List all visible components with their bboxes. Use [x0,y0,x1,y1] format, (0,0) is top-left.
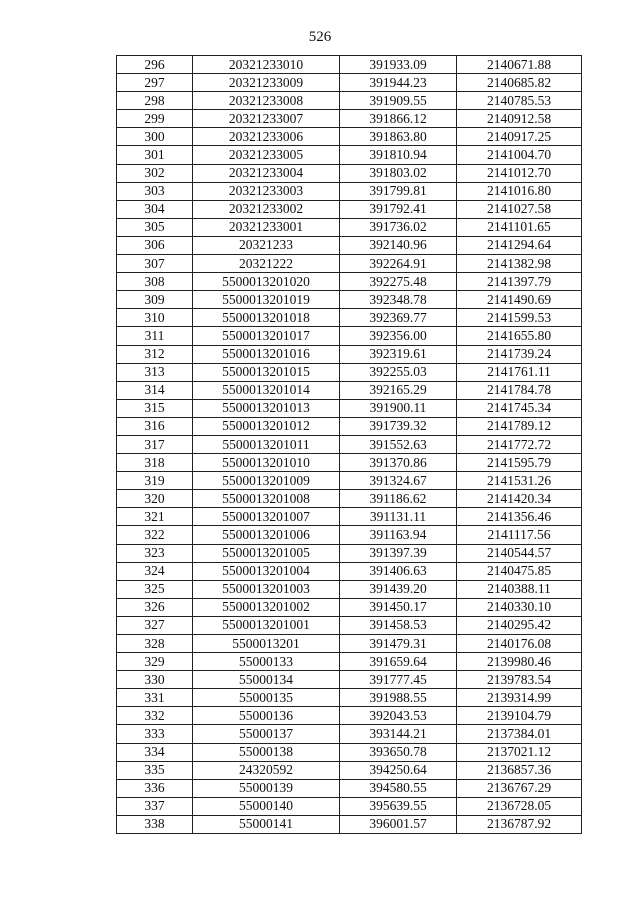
y-coordinate-cell: 2140671.88 [457,56,582,74]
y-coordinate-cell: 2139980.46 [457,653,582,671]
row-index-cell: 301 [117,146,193,164]
x-coordinate-cell: 392319.61 [340,345,457,363]
point-id-cell: 55000136 [193,707,340,725]
y-coordinate-cell: 2139314.99 [457,689,582,707]
row-index-cell: 307 [117,255,193,273]
table-row [117,689,582,707]
point-id-cell: 55000133 [193,653,340,671]
x-coordinate-cell: 392255.03 [340,363,457,381]
point-id-cell: 55000141 [193,815,340,833]
x-coordinate-cell: 391944.23 [340,74,457,92]
table-row [117,815,582,833]
y-coordinate-cell: 2141101.65 [457,218,582,236]
y-coordinate-cell: 2137021.12 [457,743,582,761]
row-index-cell: 328 [117,635,193,653]
table-row [117,707,582,725]
y-coordinate-cell: 2141761.11 [457,363,582,381]
y-coordinate-cell: 2140785.53 [457,92,582,110]
x-coordinate-cell: 391458.53 [340,616,457,634]
row-index-cell: 313 [117,363,193,381]
x-coordinate-cell: 395639.55 [340,797,457,815]
table-row [117,508,582,526]
y-coordinate-cell: 2141789.12 [457,417,582,435]
y-coordinate-cell: 2140685.82 [457,74,582,92]
row-index-cell: 306 [117,236,193,254]
x-coordinate-cell: 394250.64 [340,761,457,779]
x-coordinate-cell: 391659.64 [340,653,457,671]
table-row [117,671,582,689]
point-id-cell: 20321222 [193,255,340,273]
row-index-cell: 305 [117,218,193,236]
row-index-cell: 331 [117,689,193,707]
point-id-cell: 24320592 [193,761,340,779]
point-id-cell: 20321233007 [193,110,340,128]
point-id-cell: 55000138 [193,743,340,761]
row-index-cell: 319 [117,472,193,490]
point-id-cell: 5500013201016 [193,345,340,363]
y-coordinate-cell: 2141490.69 [457,291,582,309]
point-id-cell: 20321233010 [193,56,340,74]
row-index-cell: 314 [117,381,193,399]
y-coordinate-cell: 2141382.98 [457,255,582,273]
table-row [117,92,582,110]
x-coordinate-cell: 391186.62 [340,490,457,508]
y-coordinate-cell: 2140295.42 [457,616,582,634]
y-coordinate-cell: 2140917.25 [457,128,582,146]
y-coordinate-cell: 2140912.58 [457,110,582,128]
point-id-cell: 55000139 [193,779,340,797]
row-index-cell: 329 [117,653,193,671]
x-coordinate-cell: 392356.00 [340,327,457,345]
row-index-cell: 337 [117,797,193,815]
table-row [117,454,582,472]
y-coordinate-cell: 2141655.80 [457,327,582,345]
row-index-cell: 310 [117,309,193,327]
x-coordinate-cell: 391370.86 [340,454,457,472]
table-row [117,526,582,544]
row-index-cell: 297 [117,74,193,92]
y-coordinate-cell: 2141117.56 [457,526,582,544]
y-coordinate-cell: 2141745.34 [457,399,582,417]
x-coordinate-cell: 391324.67 [340,472,457,490]
point-id-cell: 5500013201017 [193,327,340,345]
y-coordinate-cell: 2136728.05 [457,797,582,815]
x-coordinate-cell: 396001.57 [340,815,457,833]
x-coordinate-cell: 393650.78 [340,743,457,761]
row-index-cell: 325 [117,580,193,598]
point-id-cell: 5500013201013 [193,399,340,417]
y-coordinate-cell: 2136787.92 [457,815,582,833]
row-index-cell: 318 [117,454,193,472]
row-index-cell: 321 [117,508,193,526]
row-index-cell: 323 [117,544,193,562]
x-coordinate-cell: 391439.20 [340,580,457,598]
point-id-cell: 20321233008 [193,92,340,110]
point-id-cell: 5500013201003 [193,580,340,598]
x-coordinate-cell: 392165.29 [340,381,457,399]
y-coordinate-cell: 2141599.53 [457,309,582,327]
row-index-cell: 324 [117,562,193,580]
x-coordinate-cell: 392264.91 [340,255,457,273]
y-coordinate-cell: 2141772.72 [457,435,582,453]
table-row [117,128,582,146]
x-coordinate-cell: 391131.11 [340,508,457,526]
x-coordinate-cell: 392140.96 [340,236,457,254]
point-id-cell: 20321233005 [193,146,340,164]
table-row [117,74,582,92]
table-row [117,472,582,490]
y-coordinate-cell: 2139783.54 [457,671,582,689]
row-index-cell: 311 [117,327,193,345]
table-row [117,273,582,291]
table-row [117,598,582,616]
x-coordinate-cell: 393144.21 [340,725,457,743]
row-index-cell: 308 [117,273,193,291]
point-id-cell: 5500013201007 [193,508,340,526]
x-coordinate-cell: 391163.94 [340,526,457,544]
table-row [117,218,582,236]
row-index-cell: 335 [117,761,193,779]
x-coordinate-cell: 392369.77 [340,309,457,327]
table-row [117,779,582,797]
row-index-cell: 298 [117,92,193,110]
x-coordinate-cell: 391803.02 [340,164,457,182]
page-number: 526 [308,29,332,45]
table-row [117,544,582,562]
x-coordinate-cell: 391739.32 [340,417,457,435]
row-index-cell: 315 [117,399,193,417]
x-coordinate-cell: 391777.45 [340,671,457,689]
point-id-cell: 5500013201011 [193,435,340,453]
table-row [117,363,582,381]
table-row [117,797,582,815]
table-row [117,435,582,453]
row-index-cell: 336 [117,779,193,797]
x-coordinate-cell: 391736.02 [340,218,457,236]
x-coordinate-cell: 391397.39 [340,544,457,562]
row-index-cell: 316 [117,417,193,435]
table-row [117,291,582,309]
x-coordinate-cell: 391450.17 [340,598,457,616]
row-index-cell: 326 [117,598,193,616]
point-id-cell: 5500013201001 [193,616,340,634]
table-row [117,327,582,345]
x-coordinate-cell: 391810.94 [340,146,457,164]
row-index-cell: 320 [117,490,193,508]
point-id-cell: 5500013201014 [193,381,340,399]
x-coordinate-cell: 391792.41 [340,200,457,218]
x-coordinate-cell: 392275.48 [340,273,457,291]
table-row [117,580,582,598]
point-id-cell: 5500013201002 [193,598,340,616]
y-coordinate-cell: 2136767.29 [457,779,582,797]
table-row [117,200,582,218]
point-id-cell: 55000135 [193,689,340,707]
row-index-cell: 330 [117,671,193,689]
point-id-cell: 5500013201 [193,635,340,653]
x-coordinate-cell: 392348.78 [340,291,457,309]
point-id-cell: 5500013201008 [193,490,340,508]
table-row [117,399,582,417]
y-coordinate-cell: 2140544.57 [457,544,582,562]
row-index-cell: 322 [117,526,193,544]
coordinates-table [116,55,582,834]
row-index-cell: 333 [117,725,193,743]
y-coordinate-cell: 2141739.24 [457,345,582,363]
point-id-cell: 5500013201015 [193,363,340,381]
x-coordinate-cell: 394580.55 [340,779,457,797]
point-id-cell: 20321233004 [193,164,340,182]
table-row [117,725,582,743]
point-id-cell: 5500013201009 [193,472,340,490]
row-index-cell: 300 [117,128,193,146]
point-id-cell: 5500013201004 [193,562,340,580]
point-id-cell: 20321233006 [193,128,340,146]
y-coordinate-cell: 2141016.80 [457,182,582,200]
row-index-cell: 303 [117,182,193,200]
y-coordinate-cell: 2139104.79 [457,707,582,725]
table-row [117,146,582,164]
y-coordinate-cell: 2136857.36 [457,761,582,779]
point-id-cell: 5500013201012 [193,417,340,435]
y-coordinate-cell: 2140388.11 [457,580,582,598]
point-id-cell: 20321233 [193,236,340,254]
table-body [117,56,582,834]
table-row [117,164,582,182]
x-coordinate-cell: 391552.63 [340,435,457,453]
row-index-cell: 296 [117,56,193,74]
point-id-cell: 5500013201018 [193,309,340,327]
row-index-cell: 309 [117,291,193,309]
point-id-cell: 5500013201020 [193,273,340,291]
point-id-cell: 55000134 [193,671,340,689]
point-id-cell: 20321233003 [193,182,340,200]
row-index-cell: 299 [117,110,193,128]
x-coordinate-cell: 391866.12 [340,110,457,128]
x-coordinate-cell: 391933.09 [340,56,457,74]
y-coordinate-cell: 2141531.26 [457,472,582,490]
x-coordinate-cell: 391988.55 [340,689,457,707]
y-coordinate-cell: 2141356.46 [457,508,582,526]
table-row [117,56,582,74]
row-index-cell: 302 [117,164,193,182]
point-id-cell: 5500013201005 [193,544,340,562]
point-id-cell: 5500013201006 [193,526,340,544]
x-coordinate-cell: 391799.81 [340,182,457,200]
y-coordinate-cell: 2141012.70 [457,164,582,182]
y-coordinate-cell: 2141397.79 [457,273,582,291]
row-index-cell: 304 [117,200,193,218]
point-id-cell: 5500013201010 [193,454,340,472]
y-coordinate-cell: 2141004.70 [457,146,582,164]
table-row [117,309,582,327]
x-coordinate-cell: 391900.11 [340,399,457,417]
table-row [117,490,582,508]
x-coordinate-cell: 392043.53 [340,707,457,725]
table-row [117,345,582,363]
row-index-cell: 312 [117,345,193,363]
table-row [117,653,582,671]
x-coordinate-cell: 391479.31 [340,635,457,653]
x-coordinate-cell: 391406.63 [340,562,457,580]
row-index-cell: 332 [117,707,193,725]
table-row [117,182,582,200]
y-coordinate-cell: 2141027.58 [457,200,582,218]
row-index-cell: 327 [117,616,193,634]
x-coordinate-cell: 391909.55 [340,92,457,110]
table-row [117,417,582,435]
y-coordinate-cell: 2141784.78 [457,381,582,399]
x-coordinate-cell: 391863.80 [340,128,457,146]
table-row [117,743,582,761]
point-id-cell: 55000137 [193,725,340,743]
y-coordinate-cell: 2140330.10 [457,598,582,616]
table-row [117,255,582,273]
point-id-cell: 20321233001 [193,218,340,236]
row-index-cell: 338 [117,815,193,833]
table-row [117,761,582,779]
y-coordinate-cell: 2137384.01 [457,725,582,743]
table-row [117,236,582,254]
table-row [117,616,582,634]
point-id-cell: 5500013201019 [193,291,340,309]
y-coordinate-cell: 2141294.64 [457,236,582,254]
table-row [117,562,582,580]
y-coordinate-cell: 2141420.34 [457,490,582,508]
table-row [117,635,582,653]
point-id-cell: 20321233009 [193,74,340,92]
row-index-cell: 334 [117,743,193,761]
y-coordinate-cell: 2141595.79 [457,454,582,472]
point-id-cell: 20321233002 [193,200,340,218]
point-id-cell: 55000140 [193,797,340,815]
table-row [117,381,582,399]
table-row [117,110,582,128]
y-coordinate-cell: 2140176.08 [457,635,582,653]
row-index-cell: 317 [117,435,193,453]
y-coordinate-cell: 2140475.85 [457,562,582,580]
